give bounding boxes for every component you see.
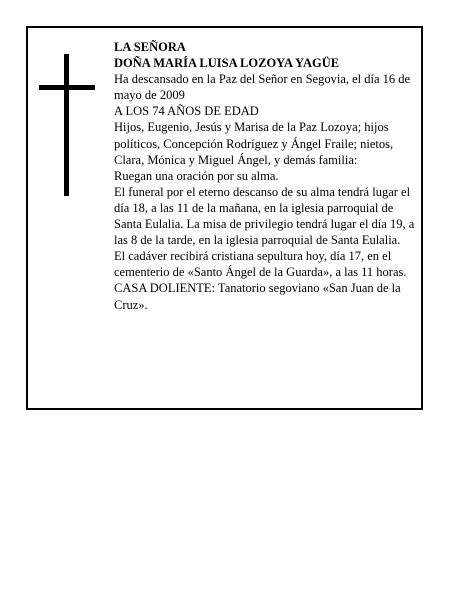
burial-details: El cadáver recibirá cristiana sepultura hoy, día 17, en el cementerio de «Santo Ángel de la Guarda», a las 11 horas. [114, 249, 407, 280]
age-statement: A LOS 74 AÑOS DE EDAD [114, 104, 259, 119]
rest-statement: Ha descansado en la Paz del Señor en Segovia, el día 16 de mayo de 2009 [114, 72, 411, 103]
family-list: Hijos, Eugenio, Jesús y Marisa de la Paz Lozoya; hijos políticos, Concepción Rodríguez y Ángel Fraile; nietos, Clara, Mónica y Miguel Ángel, y demás familia: [114, 120, 394, 167]
deceased-name: DOÑA MARÍA LUISA LOZOYA YAGÜE [114, 56, 340, 71]
cross-horizontal-bar [39, 85, 95, 90]
prayer-request: Ruegan una oración por su alma. [114, 168, 279, 183]
cross-vertical-bar [64, 54, 69, 196]
funeral-details: El funeral por el eterno descanso de su alma tendrá lugar el día 18, a las 11 de la mañana, en la iglesia parroquial de Santa Eulalia. La misa de privilegio tendrá lugar el día 19, a las 8 de la tarde, en la iglesia parroquial de Santa Eulalia. [114, 184, 415, 248]
notice-title: LA SEÑORA [114, 40, 186, 54]
funeral-home: CASA DOLIENTE: Tanatorio segoviano «San Juan de la Cruz». [114, 281, 401, 312]
obituary-text [114, 39, 422, 313]
